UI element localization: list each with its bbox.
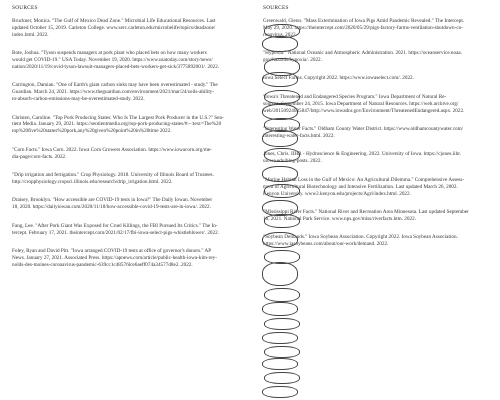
citation-line: Bote, Joshua. "Tyson suspends managers at pork plant who placed bets on how many workers <box>12 50 207 57</box>
citation-line: tient Media. January 29, 2021. https://sentientmedia.org/top-pork-producing-states/#:~:text=The%20 <box>12 121 222 128</box>
citation-line: to-absorb-carbon-emissions-may-be-overestimated-study. 2022. <box>12 96 145 103</box>
citation-line: web/20150924035847/http://www.iowadnr.gov/Environment/ThreatenedEndangered.aspx. 2022. <box>263 107 465 114</box>
citation-line: May 29, 2020. https://theintercept.com/2020/05/29/pigs-factory-farms-ventilation-shutdown-co- <box>263 24 463 31</box>
sources-heading: SOURCES <box>12 5 38 11</box>
citation-line: top%20five%20states%20pork,any%20given%20point%20in%20time 2022. <box>12 128 172 135</box>
citation-entry <box>12 223 250 237</box>
citation-entry <box>12 82 250 103</box>
citation-line: Draisey, Brooklyn. "How accessible are COVID-19 tests in Iowa?" The Daily Iowan. November <box>12 197 213 204</box>
citation-line: gov/hazards/hypoxia/. 2022. <box>263 57 322 64</box>
citation-line: uiowa.edu/blog-posts. 2022. <box>263 158 322 165</box>
citation-line: tercept. February 17, 2021. theintercept.com/2021/02/17/fbi-iowa-select-pigs-whistleblower/. 2022. <box>12 229 220 236</box>
citation-line: Foley, Ryan and David Pitt. "Iowa arranged COVID-19 tests at office of governor's donors." AP <box>12 248 212 255</box>
left-column <box>12 5 250 280</box>
oval-marker <box>262 332 298 344</box>
citation-line: Bruckner, Monica. "The Gulf of Mexico Dead Zone." Microbial Life Educational Resources. Last <box>12 17 216 24</box>
citation-line: "Corn Facts." Iowa Corn. 2022. Iowa Corn Growers Association. https://www.iowacorn.org/me- <box>12 146 212 153</box>
citation-line: would get COVID-19." USA Today. November 19, 2020. https://www.usatoday.com/story/news/ <box>12 57 213 64</box>
citation-line: Jones, Chris. IIHR - Hydroscience & Engineering. 2022. University of Iowa. https://cjones.iihr. <box>263 151 461 158</box>
oval-marker <box>262 36 298 52</box>
citation-line: "Marine Habitat Loss in the Gulf of Mexico: An Agricultural Dilemma." Comprehensive Assess- <box>263 176 465 183</box>
citation-line: Fang, Lee. "After Pork Giant Was Exposed for Cruel Killings, the FBI Pursued Its Critics." The In- <box>12 222 218 229</box>
oval-marker <box>264 148 300 162</box>
citation-line: "Mississippi River Facts." National River and Recreation Area Minnesota. Last updated September <box>263 208 469 215</box>
citation-line: 16, 2021. National Park Service. www.nps.gov/miss/riverfacts.htm. 2022. <box>263 215 416 222</box>
oval-marker <box>264 346 300 358</box>
citation-line: sources. September 24, 2015. Iowa Department of Natural Resources. https://web.archive.org/ <box>263 100 459 107</box>
citation-line: ment of Agricultural Biotechnology and Intensive Fertilization. Last updated March 26, 2002. <box>263 183 458 190</box>
oval-marker <box>264 184 300 198</box>
citation-line: Christen, Caroline. "Top Pork Producing States: Who Is The Largest Pork Producer in the U.S.?" Sen- <box>12 114 224 121</box>
citation-line: "Iowa's Threatened and Endangered Species Program." Iowa Department of Natural Re- <box>263 93 447 100</box>
oval-marker <box>262 262 298 286</box>
oval-marker <box>264 214 300 228</box>
oval-marker <box>264 90 300 104</box>
citation-line: "Drip irrigation and fertigation." Crop Physiology. 2018. University of Illinois Board of Trustees. <box>12 172 214 179</box>
citation-line: nation/2020/11/19/covid-tyson-lawsuit-managers-placed-bets-workers-get-sick/3775892001/. 2022. <box>12 63 220 70</box>
citation-line: index.html. 2022. <box>12 31 49 38</box>
citation-line: Greenwald, Glenn. "Mass Extermination of Iowa Pigs Amid Pandemic Revealed." The Intercept. <box>263 17 465 24</box>
citation-line: Guardian. March 24, 2021. https://www.theguardian.com/environment/2021/mar/24/soils-ability- <box>12 89 215 96</box>
oval-marker <box>262 386 298 398</box>
citation-entry <box>12 18 250 39</box>
citation-entry <box>12 147 250 161</box>
citation-line: 18, 2020. https://dailyiowan.com/2020/11/18/how-accessible-covid-19-tests-are-in-iowa/. 2022. <box>12 204 211 211</box>
citation-line: updated October 15, 2019. Carleton College. www.serc.carleton.edu/microbelife/topics/deadzone/ <box>12 24 216 31</box>
citation-line: interesting-water-facts.html. 2022. <box>263 132 335 139</box>
oval-marker <box>262 302 298 316</box>
citation-line: http://cropphysiology.cropsci.illinois.edu/research/drip_irrigation.html. 2022. <box>12 179 173 185</box>
citation-line: Iowa Select Farms. Copyright 2022. https://www.iowaselect.com/. 2022. <box>263 75 414 82</box>
citation-line: "Soybean Demands." Iowa Soybean Association. Copyright 2022. Iowa Soybean Association. <box>263 234 458 241</box>
oval-marker <box>262 130 298 147</box>
citation-line: "Hypoxia." National Oceanic and Atmospheric Administration. 2021. https://oceanservice.noaa. <box>263 50 463 57</box>
citation-line: Kenyon University. www2.kenyon.edu/projects/Agri/index.html. 2022. <box>263 190 411 197</box>
citation-line: dia-page/corn-facts. 2022. <box>12 153 67 160</box>
oval-marker <box>262 232 298 248</box>
sources-heading-right: SOURCES <box>263 5 289 11</box>
oval-marker <box>262 72 298 87</box>
citation-line: https://www.iasoybeans.com/about/our-work/demand. 2022. <box>263 241 389 248</box>
oval-marker <box>264 288 300 302</box>
citation-entry <box>12 248 250 269</box>
oval-marker <box>264 318 300 330</box>
citation-line: nolds-des-moines-coronavirus-pandemic-639cc1c48576lce6aeff074a34577d8e2. 2022. <box>12 261 193 268</box>
citation-line: "Interesting Water Facts." Oldham County Water District. https://www.oldhamcountywater.com/ <box>263 126 464 133</box>
right-citation-list <box>263 18 493 248</box>
citation-line: News. January 27, 2021. Associated Press. https://apnews.com/article/public-health-iowa-kim-rey- <box>12 254 217 261</box>
left-citation-list <box>12 18 250 269</box>
citation-entry <box>12 172 250 186</box>
citation-entry <box>12 115 250 136</box>
oval-marker <box>262 166 298 182</box>
oval-marker <box>264 372 300 384</box>
oval-marker <box>262 358 298 370</box>
citation-line: ronavirus. 2022. <box>263 31 297 38</box>
citation-entry <box>12 197 250 211</box>
citation-entry <box>12 50 250 71</box>
citation-line: Carrington, Damian. "One of Earth's giant carbon sinks may have been overestimated - study." The <box>12 82 218 89</box>
